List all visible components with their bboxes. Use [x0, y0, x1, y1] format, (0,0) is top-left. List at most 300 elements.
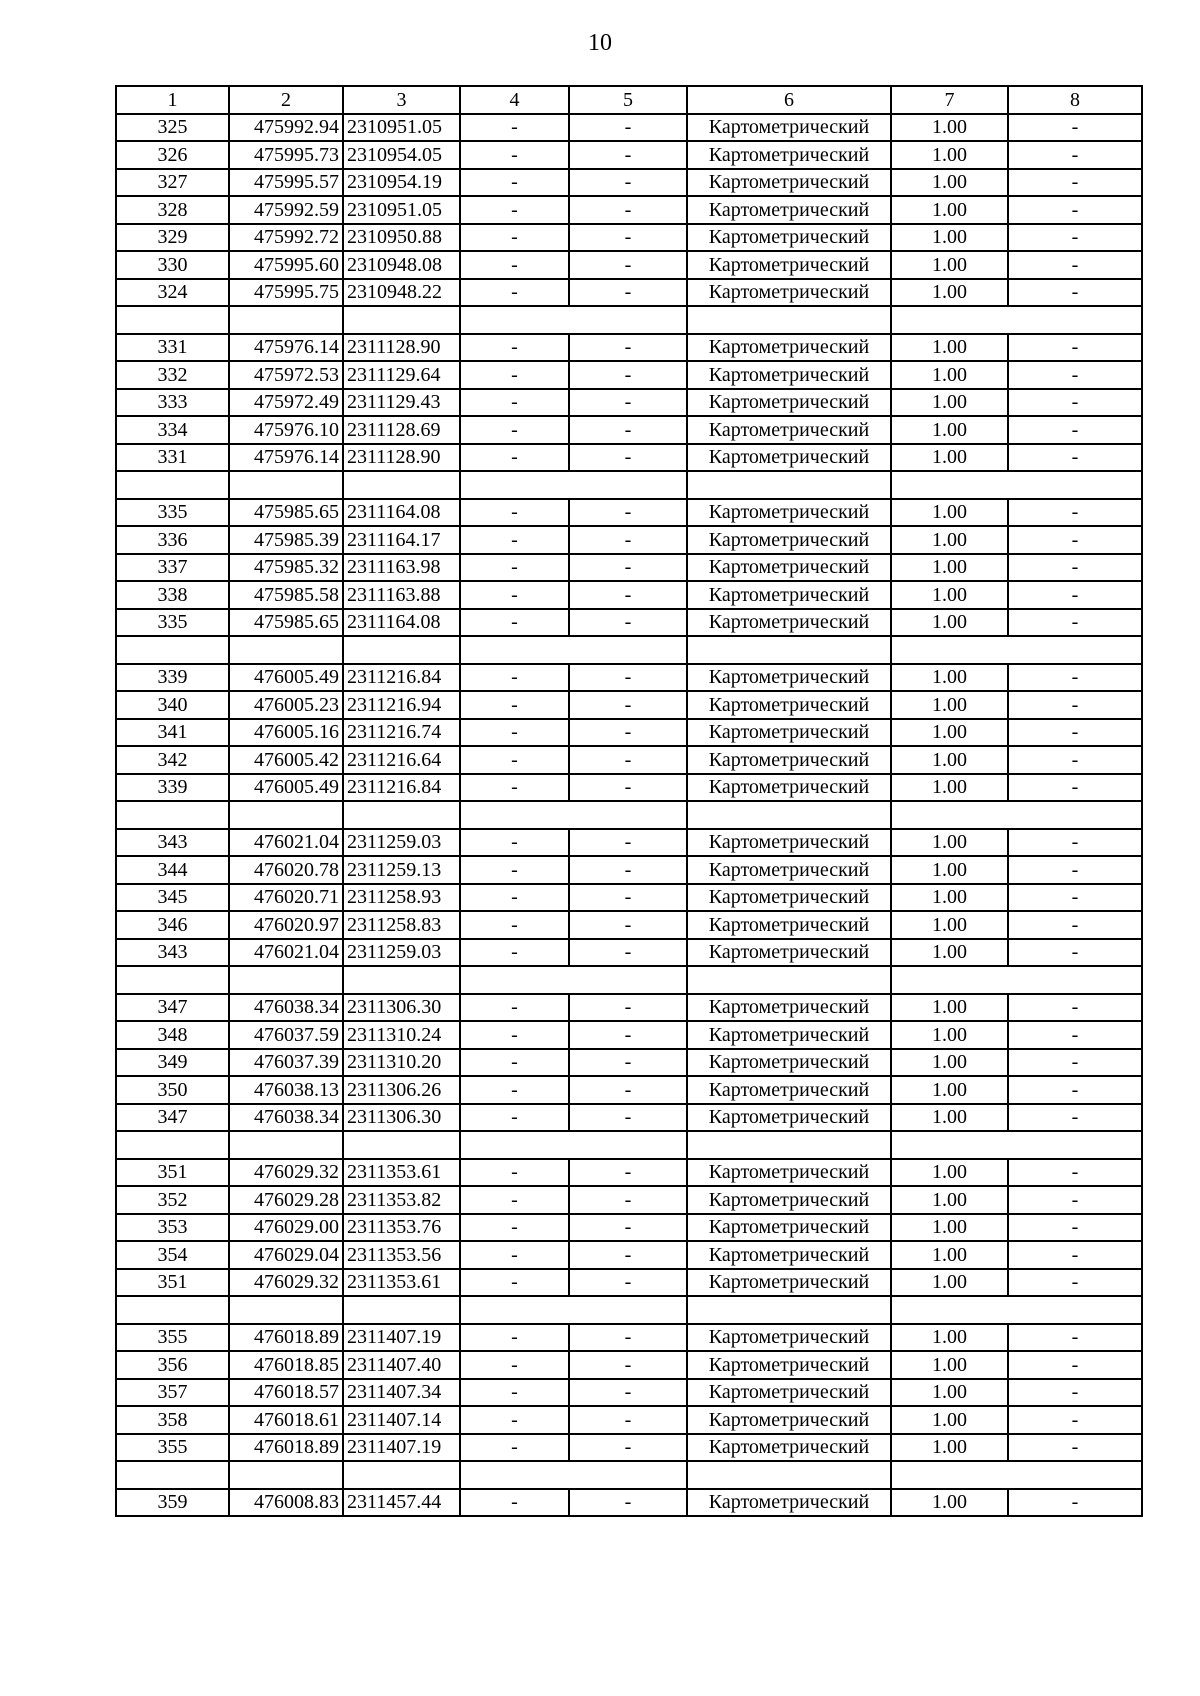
- accuracy-cell: 1.00: [891, 224, 1008, 252]
- col8-cell: -: [1008, 994, 1142, 1022]
- col4-cell: -: [460, 499, 569, 527]
- table-row: [116, 746, 1142, 774]
- y-coordinate-cell: 2310951.05: [343, 114, 460, 142]
- col4-cell: -: [460, 1049, 569, 1077]
- col4-cell: -: [460, 609, 569, 637]
- x-coordinate-cell: 476005.42: [229, 746, 343, 774]
- col8-cell: -: [1008, 251, 1142, 279]
- table-row: [116, 691, 1142, 719]
- col5-cell: -: [569, 746, 687, 774]
- table-row: [116, 856, 1142, 884]
- accuracy-cell: 1.00: [891, 196, 1008, 224]
- accuracy-cell: 1.00: [891, 554, 1008, 582]
- blank-cell: [116, 471, 229, 499]
- point-number-cell: 351: [116, 1159, 229, 1187]
- col5-cell: -: [569, 1021, 687, 1049]
- blank-cell: [116, 1131, 229, 1159]
- col4-cell: -: [460, 856, 569, 884]
- method-cell: Картометрический: [687, 169, 891, 197]
- col5-cell: -: [569, 444, 687, 472]
- x-coordinate-cell: 475995.60: [229, 251, 343, 279]
- blank-cell: [891, 471, 1142, 499]
- method-cell: Картометрический: [687, 334, 891, 362]
- x-coordinate-cell: 476029.32: [229, 1269, 343, 1297]
- method-cell: Картометрический: [687, 279, 891, 307]
- table-row: [116, 334, 1142, 362]
- method-cell: Картометрический: [687, 994, 891, 1022]
- y-coordinate-cell: 2311259.03: [343, 829, 460, 857]
- table-row: [116, 224, 1142, 252]
- method-cell: Картометрический: [687, 1186, 891, 1214]
- blank-cell: [891, 966, 1142, 994]
- col4-cell: -: [460, 1076, 569, 1104]
- col5-cell: -: [569, 829, 687, 857]
- accuracy-cell: 1.00: [891, 691, 1008, 719]
- method-cell: Картометрический: [687, 1379, 891, 1407]
- point-number-cell: 352: [116, 1186, 229, 1214]
- table-row: [116, 1214, 1142, 1242]
- table-row: [116, 251, 1142, 279]
- col8-cell: -: [1008, 664, 1142, 692]
- table-row: [116, 1351, 1142, 1379]
- table-row: [116, 1406, 1142, 1434]
- method-cell: Картометрический: [687, 361, 891, 389]
- col8-cell: -: [1008, 774, 1142, 802]
- col5-cell: -: [569, 196, 687, 224]
- y-coordinate-cell: 2310948.22: [343, 279, 460, 307]
- blank-cell: [687, 801, 891, 829]
- blank-cell: [891, 1296, 1142, 1324]
- header-cell: 8: [1008, 86, 1142, 114]
- x-coordinate-cell: 476005.49: [229, 664, 343, 692]
- y-coordinate-cell: 2311407.14: [343, 1406, 460, 1434]
- col5-cell: -: [569, 1214, 687, 1242]
- accuracy-cell: 1.00: [891, 1324, 1008, 1352]
- blank-cell: [687, 966, 891, 994]
- col4-cell: -: [460, 1241, 569, 1269]
- table-row: [116, 1379, 1142, 1407]
- blank-cell: [116, 966, 229, 994]
- method-cell: Картометрический: [687, 856, 891, 884]
- point-number-cell: 333: [116, 389, 229, 417]
- x-coordinate-cell: 475995.57: [229, 169, 343, 197]
- y-coordinate-cell: 2311216.64: [343, 746, 460, 774]
- y-coordinate-cell: 2310954.19: [343, 169, 460, 197]
- point-number-cell: 338: [116, 581, 229, 609]
- col8-cell: -: [1008, 279, 1142, 307]
- col8-cell: -: [1008, 939, 1142, 967]
- point-number-cell: 335: [116, 609, 229, 637]
- blank-cell: [229, 801, 343, 829]
- col4-cell: -: [460, 774, 569, 802]
- coordinates-table: [115, 85, 1143, 1517]
- col5-cell: -: [569, 141, 687, 169]
- method-cell: Картометрический: [687, 1324, 891, 1352]
- table-row: [116, 1269, 1142, 1297]
- method-cell: Картометрический: [687, 609, 891, 637]
- col4-cell: -: [460, 691, 569, 719]
- accuracy-cell: 1.00: [891, 829, 1008, 857]
- point-number-cell: 357: [116, 1379, 229, 1407]
- blank-cell: [891, 306, 1142, 334]
- blank-cell: [343, 966, 460, 994]
- col8-cell: -: [1008, 1406, 1142, 1434]
- accuracy-cell: 1.00: [891, 1076, 1008, 1104]
- accuracy-cell: 1.00: [891, 1434, 1008, 1462]
- method-cell: Картометрический: [687, 141, 891, 169]
- header-cell: 3: [343, 86, 460, 114]
- col5-cell: -: [569, 389, 687, 417]
- blank-cell: [343, 306, 460, 334]
- y-coordinate-cell: 2311259.13: [343, 856, 460, 884]
- col5-cell: -: [569, 1049, 687, 1077]
- blank-cell: [343, 1461, 460, 1489]
- col8-cell: -: [1008, 334, 1142, 362]
- point-number-cell: 332: [116, 361, 229, 389]
- y-coordinate-cell: 2311128.90: [343, 334, 460, 362]
- col8-cell: -: [1008, 719, 1142, 747]
- point-number-cell: 330: [116, 251, 229, 279]
- col8-cell: -: [1008, 361, 1142, 389]
- table-row: [116, 196, 1142, 224]
- method-cell: Картометрический: [687, 1021, 891, 1049]
- x-coordinate-cell: 476037.59: [229, 1021, 343, 1049]
- point-number-cell: 329: [116, 224, 229, 252]
- col4-cell: -: [460, 251, 569, 279]
- table-row: [116, 1324, 1142, 1352]
- table-row: [116, 829, 1142, 857]
- point-number-cell: 331: [116, 334, 229, 362]
- point-number-cell: 350: [116, 1076, 229, 1104]
- col4-cell: -: [460, 1159, 569, 1187]
- accuracy-cell: 1.00: [891, 1241, 1008, 1269]
- blank-cell: [343, 636, 460, 664]
- col4-cell: -: [460, 1186, 569, 1214]
- blank-cell: [687, 306, 891, 334]
- point-number-cell: 355: [116, 1324, 229, 1352]
- y-coordinate-cell: 2311353.61: [343, 1269, 460, 1297]
- x-coordinate-cell: 476038.34: [229, 1104, 343, 1132]
- method-cell: Картометрический: [687, 499, 891, 527]
- col4-cell: -: [460, 911, 569, 939]
- blank-cell: [687, 1131, 891, 1159]
- header-cell: 7: [891, 86, 1008, 114]
- header-cell: 2: [229, 86, 343, 114]
- point-number-cell: 335: [116, 499, 229, 527]
- accuracy-cell: 1.00: [891, 114, 1008, 142]
- point-number-cell: 327: [116, 169, 229, 197]
- method-cell: Картометрический: [687, 1269, 891, 1297]
- col8-cell: -: [1008, 1324, 1142, 1352]
- point-number-cell: 334: [116, 416, 229, 444]
- col5-cell: -: [569, 499, 687, 527]
- col8-cell: -: [1008, 691, 1142, 719]
- method-cell: Картометрический: [687, 554, 891, 582]
- accuracy-cell: 1.00: [891, 141, 1008, 169]
- col4-cell: -: [460, 141, 569, 169]
- x-coordinate-cell: 475985.65: [229, 609, 343, 637]
- blank-cell: [687, 471, 891, 499]
- col5-cell: -: [569, 1379, 687, 1407]
- col4-cell: -: [460, 196, 569, 224]
- table-row: [116, 774, 1142, 802]
- point-number-cell: 340: [116, 691, 229, 719]
- blank-cell: [460, 966, 687, 994]
- blank-cell: [116, 636, 229, 664]
- col5-cell: -: [569, 1351, 687, 1379]
- col5-cell: -: [569, 1076, 687, 1104]
- header-cell: 5: [569, 86, 687, 114]
- accuracy-cell: 1.00: [891, 444, 1008, 472]
- col4-cell: -: [460, 334, 569, 362]
- accuracy-cell: 1.00: [891, 911, 1008, 939]
- y-coordinate-cell: 2311129.64: [343, 361, 460, 389]
- x-coordinate-cell: 476020.97: [229, 911, 343, 939]
- accuracy-cell: 1.00: [891, 499, 1008, 527]
- accuracy-cell: 1.00: [891, 746, 1008, 774]
- table-row: [116, 279, 1142, 307]
- point-number-cell: 344: [116, 856, 229, 884]
- table-row: [116, 361, 1142, 389]
- separator-row: [116, 306, 1142, 334]
- col8-cell: -: [1008, 1021, 1142, 1049]
- method-cell: Картометрический: [687, 829, 891, 857]
- accuracy-cell: 1.00: [891, 389, 1008, 417]
- method-cell: Картометрический: [687, 1434, 891, 1462]
- separator-row: [116, 1131, 1142, 1159]
- x-coordinate-cell: 475992.59: [229, 196, 343, 224]
- x-coordinate-cell: 476018.89: [229, 1434, 343, 1462]
- col4-cell: -: [460, 1434, 569, 1462]
- y-coordinate-cell: 2311216.94: [343, 691, 460, 719]
- table-header: [116, 86, 1142, 114]
- blank-cell: [687, 1461, 891, 1489]
- table-row: [116, 526, 1142, 554]
- accuracy-cell: 1.00: [891, 581, 1008, 609]
- col8-cell: -: [1008, 1434, 1142, 1462]
- accuracy-cell: 1.00: [891, 416, 1008, 444]
- col8-cell: -: [1008, 746, 1142, 774]
- blank-cell: [343, 801, 460, 829]
- point-number-cell: 336: [116, 526, 229, 554]
- method-cell: Картометрический: [687, 1214, 891, 1242]
- point-number-cell: 348: [116, 1021, 229, 1049]
- accuracy-cell: 1.00: [891, 1214, 1008, 1242]
- y-coordinate-cell: 2311128.90: [343, 444, 460, 472]
- x-coordinate-cell: 476029.32: [229, 1159, 343, 1187]
- col5-cell: -: [569, 114, 687, 142]
- table-row: [116, 609, 1142, 637]
- x-coordinate-cell: 476005.16: [229, 719, 343, 747]
- table-row: [116, 1104, 1142, 1132]
- col4-cell: -: [460, 994, 569, 1022]
- blank-cell: [460, 306, 687, 334]
- col8-cell: -: [1008, 609, 1142, 637]
- table-row: [116, 664, 1142, 692]
- col8-cell: -: [1008, 389, 1142, 417]
- col5-cell: -: [569, 1489, 687, 1517]
- method-cell: Картометрический: [687, 416, 891, 444]
- col5-cell: -: [569, 526, 687, 554]
- page-number: 10: [588, 30, 612, 56]
- col8-cell: -: [1008, 856, 1142, 884]
- x-coordinate-cell: 476005.23: [229, 691, 343, 719]
- point-number-cell: 347: [116, 994, 229, 1022]
- x-coordinate-cell: 476018.89: [229, 1324, 343, 1352]
- blank-cell: [116, 1296, 229, 1324]
- col8-cell: -: [1008, 1214, 1142, 1242]
- col4-cell: -: [460, 279, 569, 307]
- col4-cell: -: [460, 746, 569, 774]
- table-row: [116, 1076, 1142, 1104]
- header-cell: 1: [116, 86, 229, 114]
- blank-cell: [229, 1461, 343, 1489]
- method-cell: Картометрический: [687, 1049, 891, 1077]
- table-row: [116, 719, 1142, 747]
- accuracy-cell: 1.00: [891, 251, 1008, 279]
- col5-cell: -: [569, 774, 687, 802]
- table-row: [116, 1434, 1142, 1462]
- method-cell: Картометрический: [687, 1076, 891, 1104]
- x-coordinate-cell: 475985.39: [229, 526, 343, 554]
- col5-cell: -: [569, 994, 687, 1022]
- col8-cell: -: [1008, 1489, 1142, 1517]
- col8-cell: -: [1008, 526, 1142, 554]
- method-cell: Картометрический: [687, 774, 891, 802]
- x-coordinate-cell: 476021.04: [229, 829, 343, 857]
- method-cell: Картометрический: [687, 1406, 891, 1434]
- x-coordinate-cell: 475972.49: [229, 389, 343, 417]
- col4-cell: -: [460, 664, 569, 692]
- y-coordinate-cell: 2311163.98: [343, 554, 460, 582]
- separator-row: [116, 966, 1142, 994]
- blank-cell: [343, 1296, 460, 1324]
- col5-cell: -: [569, 911, 687, 939]
- col5-cell: -: [569, 251, 687, 279]
- table-row: [116, 1489, 1142, 1517]
- x-coordinate-cell: 475976.14: [229, 334, 343, 362]
- x-coordinate-cell: 475992.94: [229, 114, 343, 142]
- y-coordinate-cell: 2311407.40: [343, 1351, 460, 1379]
- point-number-cell: 346: [116, 911, 229, 939]
- x-coordinate-cell: 476008.83: [229, 1489, 343, 1517]
- x-coordinate-cell: 476020.71: [229, 884, 343, 912]
- method-cell: Картометрический: [687, 224, 891, 252]
- accuracy-cell: 1.00: [891, 719, 1008, 747]
- method-cell: Картометрический: [687, 664, 891, 692]
- col5-cell: -: [569, 224, 687, 252]
- y-coordinate-cell: 2310951.05: [343, 196, 460, 224]
- col5-cell: -: [569, 581, 687, 609]
- accuracy-cell: 1.00: [891, 884, 1008, 912]
- x-coordinate-cell: 475985.65: [229, 499, 343, 527]
- point-number-cell: 347: [116, 1104, 229, 1132]
- accuracy-cell: 1.00: [891, 939, 1008, 967]
- accuracy-cell: 1.00: [891, 856, 1008, 884]
- accuracy-cell: 1.00: [891, 1351, 1008, 1379]
- col5-cell: -: [569, 416, 687, 444]
- col4-cell: -: [460, 1214, 569, 1242]
- separator-row: [116, 471, 1142, 499]
- blank-cell: [687, 636, 891, 664]
- col8-cell: -: [1008, 169, 1142, 197]
- method-cell: Картометрический: [687, 1241, 891, 1269]
- col4-cell: -: [460, 526, 569, 554]
- col4-cell: -: [460, 224, 569, 252]
- method-cell: Картометрический: [687, 1351, 891, 1379]
- y-coordinate-cell: 2311407.34: [343, 1379, 460, 1407]
- blank-cell: [116, 306, 229, 334]
- y-coordinate-cell: 2311216.84: [343, 774, 460, 802]
- point-number-cell: 358: [116, 1406, 229, 1434]
- blank-cell: [229, 1131, 343, 1159]
- accuracy-cell: 1.00: [891, 361, 1008, 389]
- point-number-cell: 354: [116, 1241, 229, 1269]
- blank-cell: [891, 636, 1142, 664]
- accuracy-cell: 1.00: [891, 1159, 1008, 1187]
- table-row: [116, 416, 1142, 444]
- blank-cell: [116, 1461, 229, 1489]
- col4-cell: -: [460, 884, 569, 912]
- accuracy-cell: 1.00: [891, 1379, 1008, 1407]
- x-coordinate-cell: 476021.04: [229, 939, 343, 967]
- x-coordinate-cell: 476020.78: [229, 856, 343, 884]
- x-coordinate-cell: 475972.53: [229, 361, 343, 389]
- col4-cell: -: [460, 169, 569, 197]
- col8-cell: -: [1008, 554, 1142, 582]
- point-number-cell: 324: [116, 279, 229, 307]
- y-coordinate-cell: 2311353.56: [343, 1241, 460, 1269]
- point-number-cell: 343: [116, 829, 229, 857]
- table-row: [116, 1049, 1142, 1077]
- col4-cell: -: [460, 554, 569, 582]
- col5-cell: -: [569, 1241, 687, 1269]
- col8-cell: -: [1008, 1241, 1142, 1269]
- accuracy-cell: 1.00: [891, 994, 1008, 1022]
- accuracy-cell: 1.00: [891, 664, 1008, 692]
- col4-cell: -: [460, 444, 569, 472]
- x-coordinate-cell: 476038.13: [229, 1076, 343, 1104]
- col4-cell: -: [460, 1379, 569, 1407]
- table-row: [116, 939, 1142, 967]
- x-coordinate-cell: 476018.85: [229, 1351, 343, 1379]
- accuracy-cell: 1.00: [891, 1269, 1008, 1297]
- y-coordinate-cell: 2311216.74: [343, 719, 460, 747]
- y-coordinate-cell: 2311164.08: [343, 609, 460, 637]
- point-number-cell: 326: [116, 141, 229, 169]
- separator-row: [116, 636, 1142, 664]
- table-row: [116, 1159, 1142, 1187]
- col5-cell: -: [569, 279, 687, 307]
- header-row: [116, 86, 1142, 114]
- point-number-cell: 342: [116, 746, 229, 774]
- table-row: [116, 911, 1142, 939]
- method-cell: Картометрический: [687, 911, 891, 939]
- col8-cell: -: [1008, 829, 1142, 857]
- point-number-cell: 351: [116, 1269, 229, 1297]
- table-row: [116, 884, 1142, 912]
- y-coordinate-cell: 2311128.69: [343, 416, 460, 444]
- method-cell: Картометрический: [687, 1489, 891, 1517]
- blank-cell: [229, 306, 343, 334]
- y-coordinate-cell: 2311407.19: [343, 1324, 460, 1352]
- blank-cell: [229, 471, 343, 499]
- col4-cell: -: [460, 361, 569, 389]
- y-coordinate-cell: 2310954.05: [343, 141, 460, 169]
- point-number-cell: 353: [116, 1214, 229, 1242]
- method-cell: Картометрический: [687, 719, 891, 747]
- col4-cell: -: [460, 1324, 569, 1352]
